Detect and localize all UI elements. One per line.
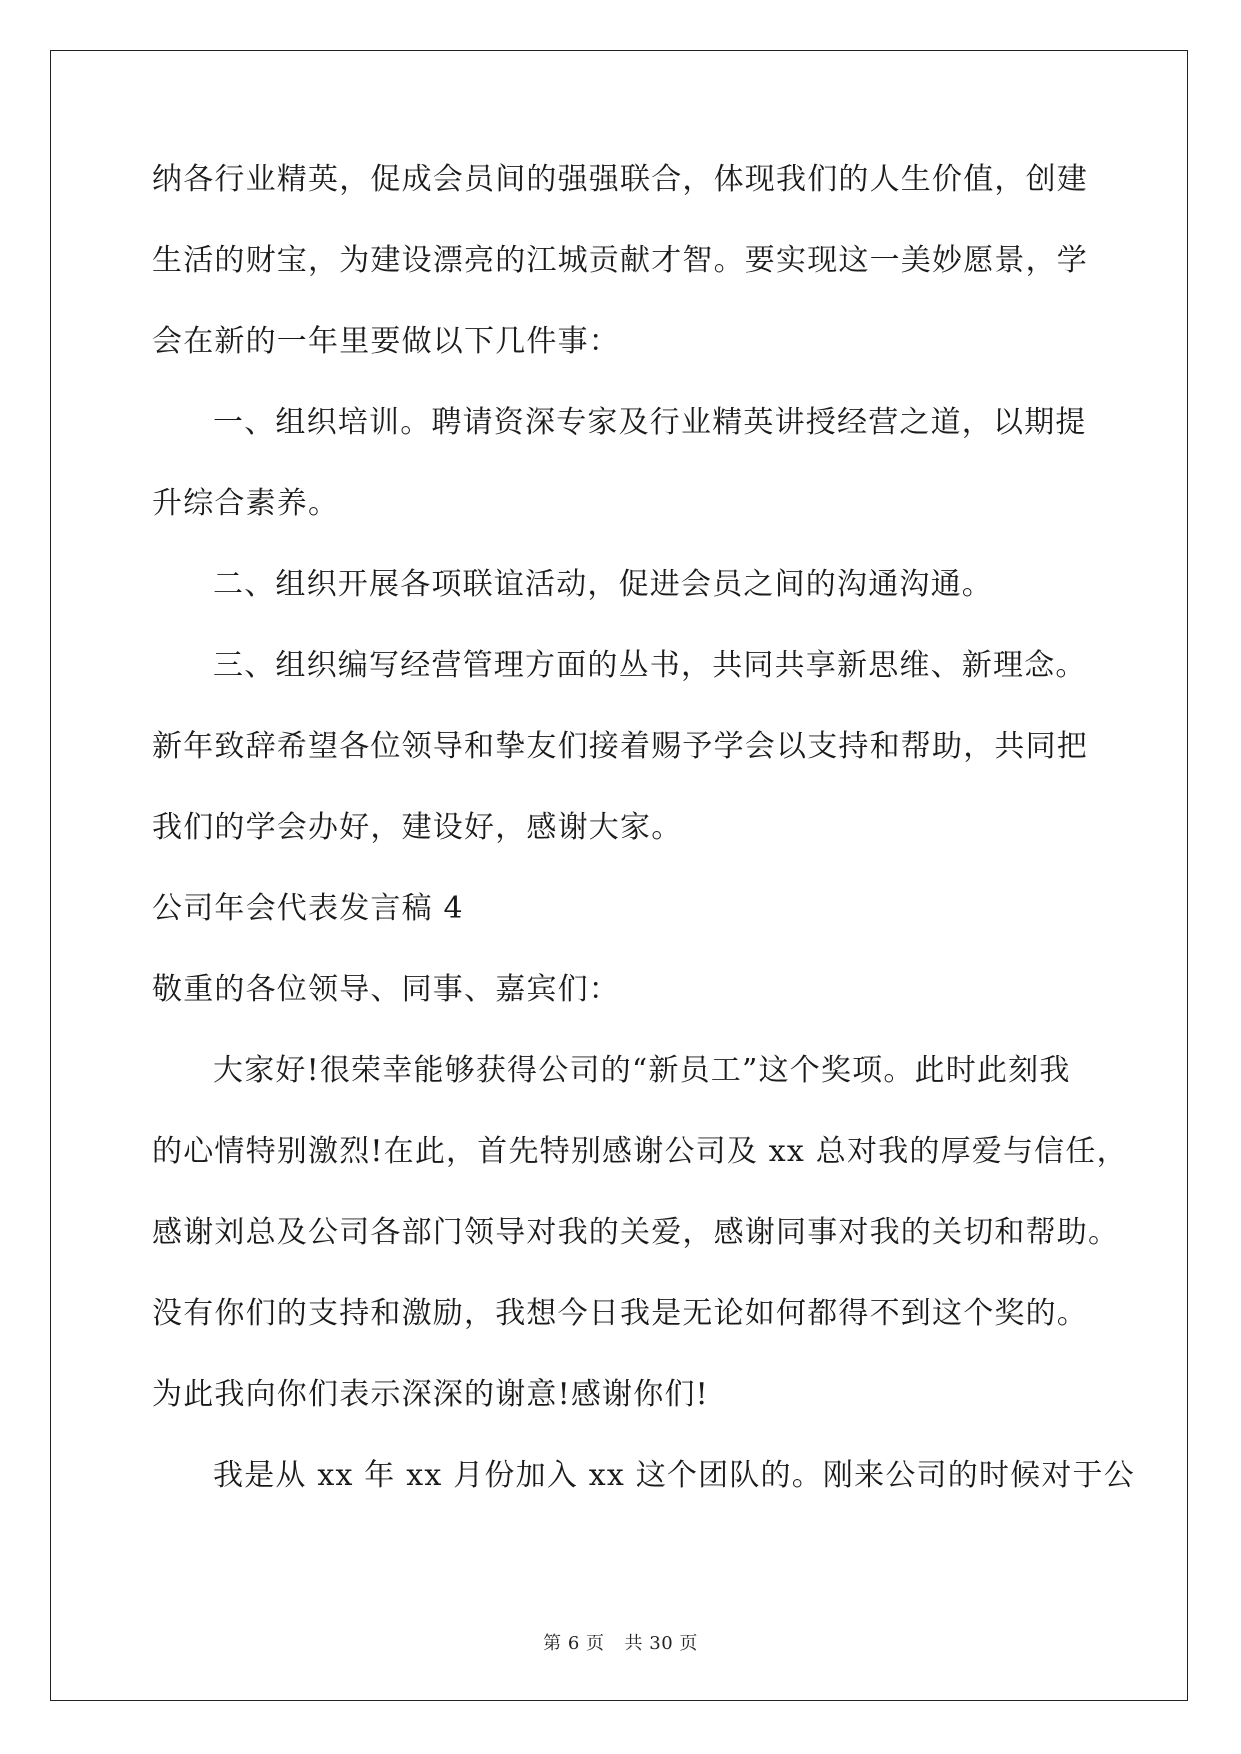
text-line: 我们的学会办好，建设好，感谢大家。 — [152, 810, 683, 845]
page-footer — [0, 1629, 1241, 1655]
text-line: 升综合素养。 — [152, 486, 340, 521]
document-body — [152, 155, 1135, 1532]
text-line: 会在新的一年里要做以下几件事： — [152, 324, 620, 359]
text-line: 一、组织培训。聘请资深专家及行业精英讲授经营之道，以期提 — [213, 405, 1087, 440]
text-line: 大家好!很荣幸能够获得公司的“新员工”这个奖项。此时此刻我 — [213, 1053, 1071, 1088]
text-line: 纳各行业精英，促成会员间的强强联合，体现我们的人生价值，创建 — [152, 162, 1088, 197]
section-heading: 公司年会代表发言稿 4 — [152, 891, 464, 926]
text-line: 感谢刘总及公司各部门领导对我的关爱，感谢同事对我的关切和帮助。 — [152, 1215, 1120, 1250]
text-line: 的心情特别激烈!在此，首先特别感谢公司及 xx 总对我的厚爱与信任， — [152, 1134, 1128, 1169]
text-line: 我是从 xx 年 xx 月份加入 xx 这个团队的。刚来公司的时候对于公 — [213, 1458, 1135, 1493]
text-line: 为此我向你们表示深深的谢意!感谢你们! — [152, 1377, 709, 1412]
text-line: 三、组织编写经营管理方面的丛书，共同共享新思维、新理念。 — [213, 648, 1087, 683]
text-line: 二、组织开展各项联谊活动，促进会员之间的沟通沟通。 — [213, 567, 993, 602]
page-number: 第 6 页 — [543, 1633, 605, 1654]
text-line: 生活的财宝，为建设漂亮的江城贡献才智。要实现这一美妙愿景，学 — [152, 243, 1088, 278]
text-line: 新年致辞希望各位领导和挚友们接着赐予学会以支持和帮助，共同把 — [152, 729, 1088, 764]
total-pages: 共 30 页 — [624, 1633, 698, 1654]
text-line: 没有你们的支持和激励，我想今日我是无论如何都得不到这个奖的。 — [152, 1296, 1088, 1331]
salutation: 敬重的各位领导、同事、嘉宾们： — [152, 972, 620, 1007]
